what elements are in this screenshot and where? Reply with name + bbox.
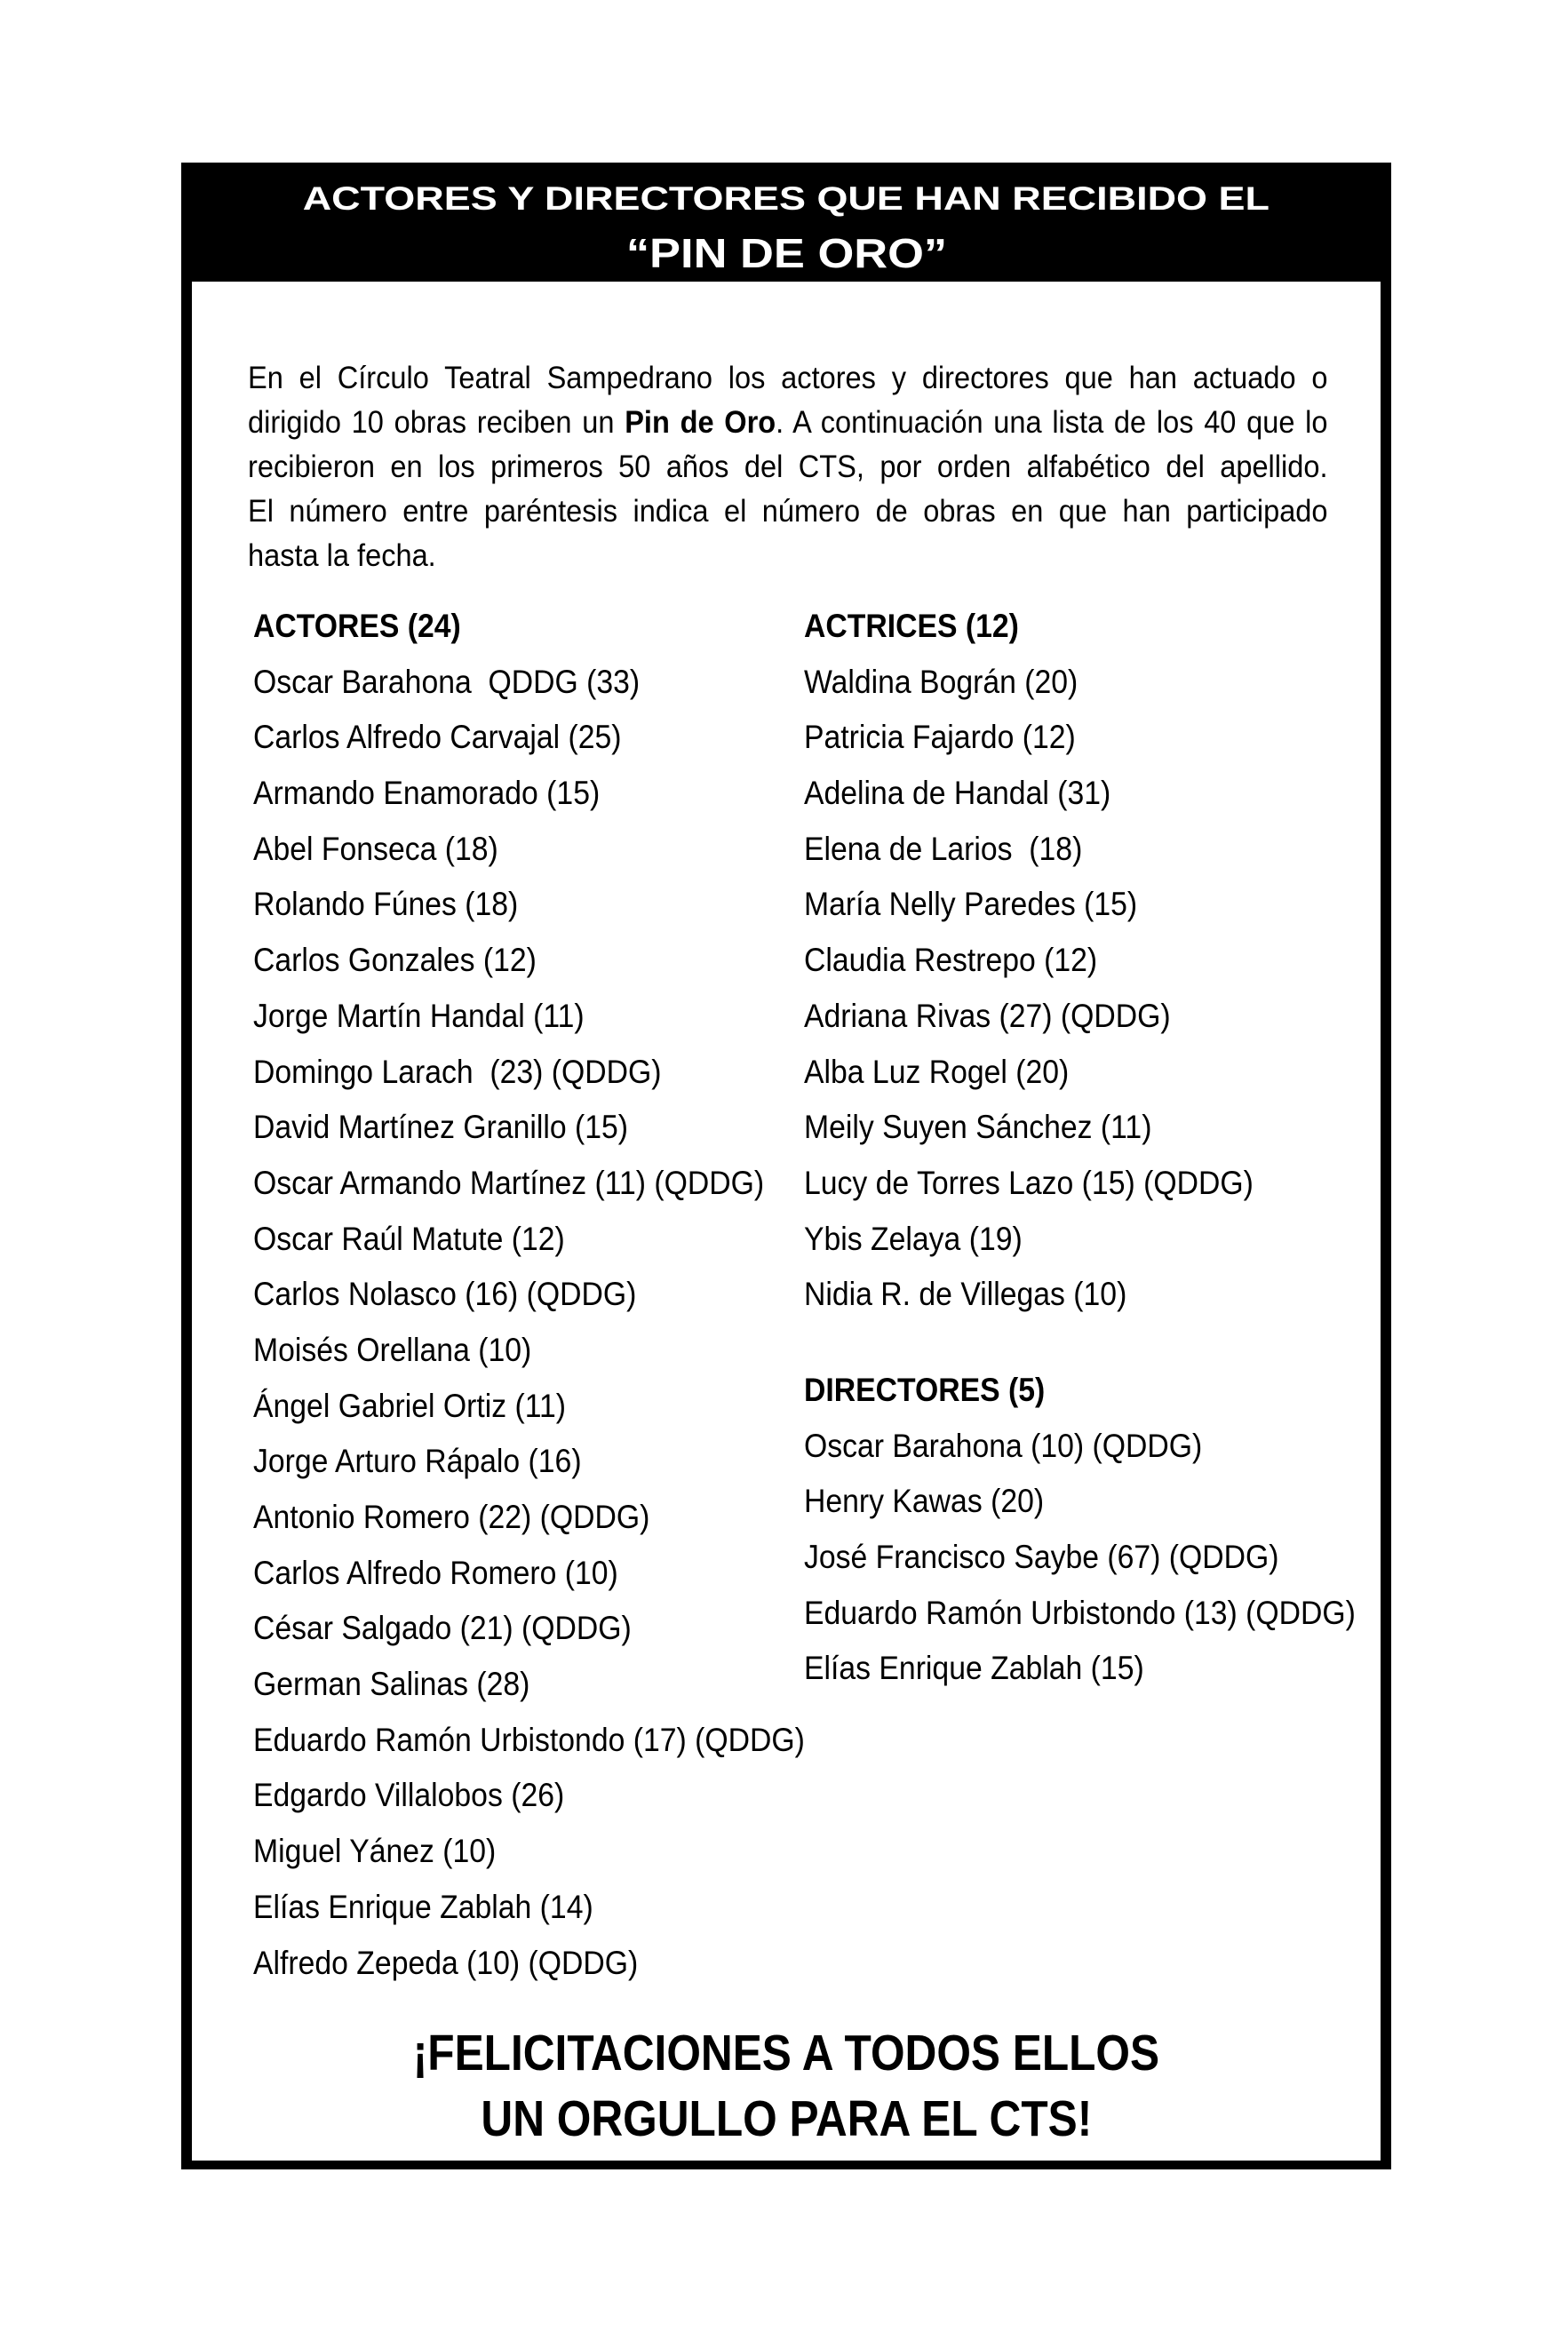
actores-list-item: César Salgado (21) (QDDG) xyxy=(253,1609,632,1647)
actores-list-item: Abel Fonseca (18) xyxy=(253,829,498,867)
closing-line-1-text: ¡FELICITACIONES A TODOS ELLOS xyxy=(412,2025,1160,2081)
directores-list-item: Elías Enrique Zablah (15) xyxy=(804,1649,1144,1687)
actrices-list-item: Adriana Rivas (27) (QDDG) xyxy=(804,996,1171,1034)
actores-list-item: Armando Enamorado (15) xyxy=(253,774,601,812)
actores-list-item: Edgardo Villalobos (26) xyxy=(253,1776,565,1814)
actores-list-item: Carlos Alfredo Romero (10) xyxy=(253,1553,618,1591)
intro-text: El número entre paréntesis indica el número de obras en que han participado xyxy=(248,494,1328,529)
actores-list-item: Antonio Romero (22) (QDDG) xyxy=(253,1498,650,1535)
actrices-list xyxy=(804,654,1380,1322)
actrices-directores-column xyxy=(804,598,1380,1696)
actrices-list-item: Alba Luz Rogel (20) xyxy=(804,1052,1070,1090)
title-line-2 xyxy=(181,227,1391,280)
actores-list-item: Ángel Gabriel Ortiz (11) xyxy=(253,1386,567,1424)
actrices-list-item: Adelina de Handal (31) xyxy=(804,774,1111,812)
actores-list-item: Oscar Barahona QDDG (33) xyxy=(253,662,641,700)
actrices-list-item: Meily Suyen Sánchez (11) xyxy=(804,1108,1152,1146)
directores-list xyxy=(804,1418,1380,1696)
intro-emphasis: Pin de Oro xyxy=(625,405,776,440)
actrices-list-item: Lucy de Torres Lazo (15) (QDDG) xyxy=(804,1163,1254,1201)
actores-list-item: Carlos Gonzales (12) xyxy=(253,941,537,979)
actrices-list-item: Waldina Bográn (20) xyxy=(804,662,1078,700)
intro-line xyxy=(248,534,1328,578)
intro-paragraph xyxy=(248,356,1328,578)
intro-line xyxy=(248,401,1328,445)
closing-message xyxy=(181,2020,1391,2152)
actores-list-item: Elías Enrique Zablah (14) xyxy=(253,1887,593,1925)
actores-list-item: Eduardo Ramón Urbistondo (17) (QDDG) xyxy=(253,1720,805,1758)
actores-list-item: Moisés Orellana (10) xyxy=(253,1330,532,1368)
directores-list-item: Eduardo Ramón Urbistondo (13) (QDDG) xyxy=(804,1593,1356,1631)
actores-list-item: Miguel Yánez (10) xyxy=(253,1832,497,1870)
actrices-list-item: Patricia Fajardo (12) xyxy=(804,718,1076,756)
intro-line xyxy=(248,445,1328,489)
intro-line xyxy=(248,489,1328,534)
closing-line-2-text: UN ORGULLO PARA EL CTS! xyxy=(481,2090,1092,2147)
title-line-1 xyxy=(181,172,1391,226)
title-line-1-text: ACTORES Y DIRECTORES QUE HAN RECIBIDO EL xyxy=(302,180,1270,217)
actores-list-item: Rolando Fúnes (18) xyxy=(253,885,519,923)
closing-line-2 xyxy=(181,2086,1391,2152)
actrices-list-item: Nidia R. de Villegas (10) xyxy=(804,1275,1127,1313)
intro-line xyxy=(248,356,1328,401)
actrices-list-item: María Nelly Paredes (15) xyxy=(804,885,1138,923)
actores-list-item: Alfredo Zepeda (10) (QDDG) xyxy=(253,1943,639,1981)
actores-list-item: Carlos Nolasco (16) (QDDG) xyxy=(253,1275,637,1313)
section-title-actores: ACTORES (24) xyxy=(253,607,461,644)
section-title-directores: DIRECTORES (5) xyxy=(804,1370,1046,1408)
title-line-2-text: “PIN DE ORO” xyxy=(625,230,947,276)
directores-list-item: José Francisco Saybe (67) (QDDG) xyxy=(804,1538,1279,1575)
directores-list-item: Oscar Barahona (10) (QDDG) xyxy=(804,1426,1203,1464)
intro-text: hasta la fecha. xyxy=(248,538,436,573)
actores-list-item: Oscar Armando Martínez (11) (QDDG) xyxy=(253,1163,765,1201)
actores-list-item: Carlos Alfredo Carvajal (25) xyxy=(253,718,622,756)
intro-text: En el Círculo Teatral Sampedrano los actores y directores que han actuado o xyxy=(248,361,1328,395)
actores-list-item: German Salinas (28) xyxy=(253,1665,530,1703)
actores-list-item: Oscar Raúl Matute (12) xyxy=(253,1219,565,1257)
actores-list xyxy=(253,654,829,1991)
actrices-list-item: Elena de Larios (18) xyxy=(804,829,1083,867)
intro-text: dirigido 10 obras reciben un xyxy=(248,405,625,440)
actores-column xyxy=(253,598,829,1990)
section-title-actrices: ACTRICES (12) xyxy=(804,607,1019,644)
actrices-list-item: Ybis Zelaya (19) xyxy=(804,1219,1023,1257)
directores-list-item: Henry Kawas (20) xyxy=(804,1482,1045,1520)
intro-text: recibieron en los primeros 50 años del CTS, por orden alfabético del apellido. xyxy=(248,450,1328,484)
actores-list-item: Domingo Larach (23) (QDDG) xyxy=(253,1052,662,1090)
actores-list-item: Jorge Arturo Rápalo (16) xyxy=(253,1442,582,1480)
actores-list-item: David Martínez Granillo (15) xyxy=(253,1108,629,1146)
actores-list-item: Jorge Martín Handal (11) xyxy=(253,996,585,1034)
intro-text: . A continuación una lista de los 40 que lo xyxy=(776,405,1328,440)
closing-line-1 xyxy=(181,2020,1391,2086)
actrices-list-item: Claudia Restrepo (12) xyxy=(804,941,1098,979)
